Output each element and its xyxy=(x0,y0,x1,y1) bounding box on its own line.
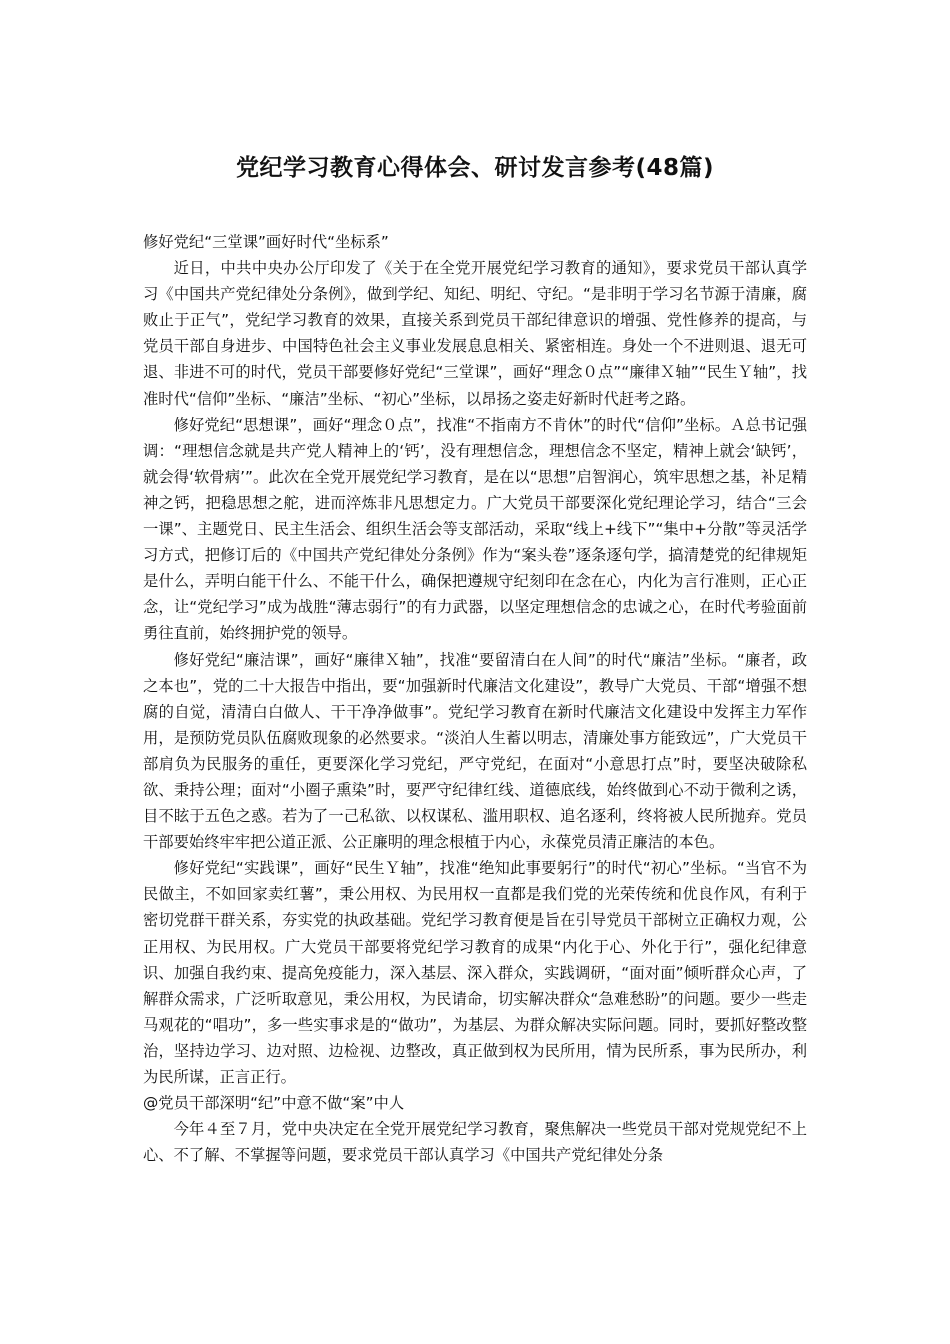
document-body xyxy=(143,229,807,1168)
paragraph: 修好党纪“思想课”，画好“理念０点”，找准“不指南方不肯休”的时代“信仰”坐标。Ａ总书记强调：“理想信念就是共产党人精神上的‘钙’，没有理想信念，理想信念不坚定，精神上就会‘缺钙’，就会得‘软骨病’”。此次在全党开展党纪学习教育，是在以“思想”启智润心，筑牢思想之基，补足精神之钙，把稳思想之舵，进而淬炼非凡思想定力。广大党员干部要深化党纪理论学习，结合“三会一课”、主题党日、民主生活会、组织生活会等支部活动，采取“线上+线下”“集中+分散”等灵活学习方式，把修订后的《中国共产党纪律处分条例》作为“案头卷”逐条逐句学，搞清楚党的纪律规矩是什么，弄明白能干什么、不能干什么，确保把遵规守纪刻印在念在心，内化为言行准则，正心正念，让“党纪学习”成为战胜“薄志弱行”的有力武器，以坚定理想信念的忠诚之心，在时代考验面前勇往直前，始终拥护党的领导。 xyxy=(143,415,807,643)
document-title: 党纪学习教育心得体会、研讨发言参考(48篇) xyxy=(235,155,715,181)
section-heading: 修好党纪“三堂课”画好时代“坐标系” xyxy=(143,233,389,251)
paragraph: 修好党纪“廉洁课”，画好“廉律Ｘ轴”，找准“要留清白在人间”的时代“廉洁”坐标。“廉者，政之本也”，党的二十大报告中指出，要“加强新时代廉洁文化建设”，教导广大党员、干部“增强不想腐的自觉，清清白白做人、干干净净做事”。党纪学习教育在新时代廉洁文化建设中发挥主力军作用，是预防党员队伍腐败现象的必然要求。“淡泊人生蓄以明志，清廉处事方能致远”，广大党员干部肩负为民服务的重任，更要深化学习党纪，严守党纪，在面对“小意思打点”时，要坚决破除私欲、秉持公理；面对“小圈子熏染”时，要严守纪律红线、道德底线，始终做到心不动于微利之诱，目不眩于五色之惑。若为了一己私欲、以权谋私、滥用职权、追名逐利，终将被人民所抛弃。党员干部要始终牢牢把公道正派、公正廉明的理念根植于内心，永葆党员清正廉洁的本色。 xyxy=(143,650,807,852)
paragraph: 近日，中共中央办公厅印发了《关于在全党开展党纪学习教育的通知》，要求党员干部认真学习《中国共产党纪律处分条例》，做到学纪、知纪、明纪、守纪。“是非明于学习名节源于清廉，腐败止于正气”，党纪学习教育的效果，直接关系到党员干部纪律意识的增强、党性修养的提高，与党员干部自身进步、中国特色社会主义事业发展息息相关、紧密相连。身处一个不进则退、退无可退、非进不可的时代，党员干部要修好党纪“三堂课”，画好“理念０点”“廉律Ｘ轴”“民生Ｙ轴”，找准时代“信仰”坐标、“廉洁”坐标、“初心”坐标，以昂扬之姿走好新时代赶考之路。 xyxy=(143,259,807,408)
section-heading: @党员干部深明“纪”中意不做“案”中人 xyxy=(143,1094,405,1113)
paragraph: 修好党纪“实践课”，画好“民生Ｙ轴”，找准“绝知此事要躬行”的时代“初心”坐标。“当官不为民做主，不如回家卖红薯”，秉公用权、为民用权一直都是我们党的光荣传统和优良作风，有利于密切党群干群关系，夯实党的执政基础。党纪学习教育便是旨在引导党员干部树立正确权力观，公正用权、为民用权。广大党员干部要将党纪学习教育的成果“内化于心、外化于行”，强化纪律意识、加强自我约束、提高免疫能力，深入基层、深入群众，实践调研，“面对面”倾听群众心声，了解群众需求，广泛听取意见，秉公用权，为民请命，切实解决群众“急难愁盼”的问题。要少一些走马观花的“唱功”，多一些实事求是的“做功”，为基层、为群众解决实际问题。同时，要抓好整改整治，坚持边学习、边对照、边检视、边整改，真正做到权为民所用，情为民所系，事为民所办，利为民所谋，正言正行。 xyxy=(143,859,807,1086)
paragraph: 今年４至７月，党中央决定在全党开展党纪学习教育，聚焦解决一些党员干部对党规党纪不上心、不了解、不掌握等问题，要求党员干部认真学习《中国共产党纪律处分条 xyxy=(143,1120,807,1165)
